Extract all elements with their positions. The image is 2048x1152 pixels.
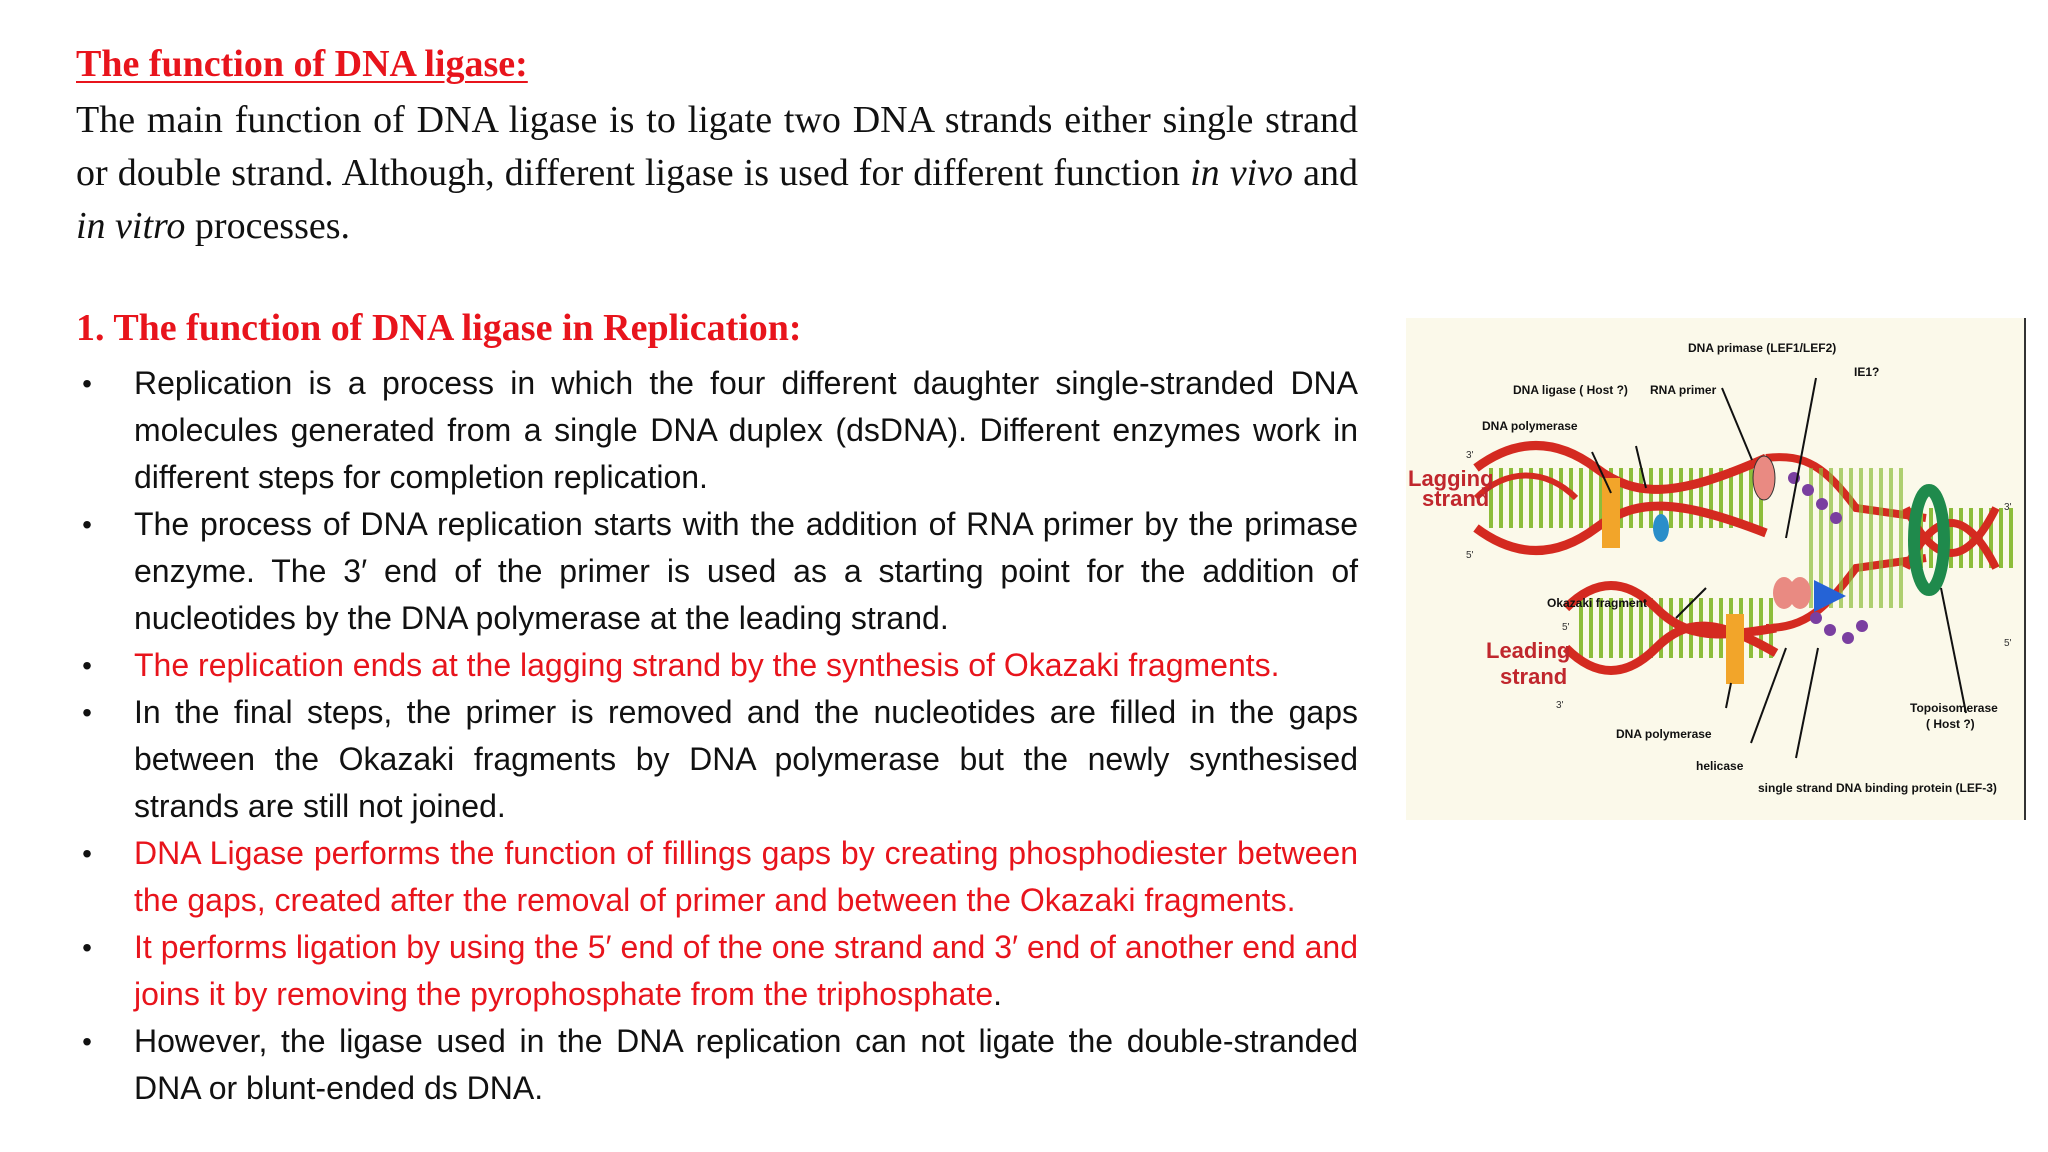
label-ie1: IE1? (1854, 365, 1880, 379)
label-polymerase-bottom: DNA polymerase (1616, 727, 1712, 741)
intro-paragraph (76, 94, 1358, 253)
label-rna-primer: RNA primer (1650, 383, 1717, 397)
intro-text-1: The main function of DNA ligase is to ligate two DNA strands either single strand or double strand. Although, different ligase is used for different function (76, 99, 1358, 194)
okazaki-marker-icon (1653, 514, 1669, 542)
intro-emphasis-in-vitro: in vitro (76, 205, 186, 247)
prime-5-leading: 5' (1562, 622, 1570, 633)
label-ligase: DNA ligase ( Host ?) (1513, 383, 1628, 397)
bullet-text: It performs ligation by using the 5′ end of the one strand and 3′ end of another end and joins it by removing the pyrophosphate from the triphosphate (134, 929, 1358, 1012)
bullet-text: Replication is a process in which the four different daughter single-stranded DNA molecules generated from a single DNA duplex (dsDNA). Different enzymes work in different steps for completion replication. (134, 365, 1358, 495)
section-heading: 1. The function of DNA ligase in Replication: (76, 307, 802, 349)
label-ssb: single strand DNA binding protein (LEF-3) (1758, 781, 1997, 795)
bullet-item (76, 642, 1358, 689)
label-topoisomerase-line2: ( Host ?) (1926, 717, 1975, 731)
intro-text-3: processes. (185, 205, 351, 247)
bullet-text: However, the ligase used in the DNA replication can not ligate the double-stranded DNA or blunt-ended ds DNA. (134, 1023, 1358, 1106)
intro-text-2: and (1293, 152, 1358, 194)
helicase-right-icon (1789, 577, 1811, 609)
label-leading-line1: Leading (1486, 638, 1571, 663)
label-topoisomerase-line1: Topoisomerase (1910, 701, 1998, 715)
ligase-clamp-icon (1602, 478, 1620, 548)
lagging-duplex (1476, 446, 1766, 551)
label-okazaki: Okazaki fragment (1547, 596, 1648, 610)
label-primase: DNA primase (LEF1/LEF2) (1688, 341, 1837, 355)
bullet-item (76, 501, 1358, 642)
bullet-text: In the final steps, the primer is removed and the nucleotides are filled in the gaps between the Okazaki fragments by DNA polymerase but the newly synthesised strands are still not joined. (134, 694, 1358, 824)
bullet-dot: • (82, 368, 92, 399)
label-lagging-line2: strand (1422, 486, 1490, 511)
bullet-dot: • (82, 650, 92, 681)
bullet-text: The replication ends at the lagging strand by the synthesis of Okazaki fragments. (134, 647, 1280, 683)
prime-5-lagging: 5' (1466, 550, 1474, 561)
intro-emphasis-in-vivo: in vivo (1190, 152, 1294, 194)
bullet-text: DNA Ligase performs the function of fillings gaps by creating phosphodiester between the gaps, created after the removal of primer and between the Okazaki fragments. (134, 835, 1358, 918)
bullet-text-tail: . (993, 976, 1003, 1012)
label-leading-line2: strand (1500, 664, 1568, 689)
page-title: The function of DNA ligase: (76, 43, 528, 85)
parent-duplex (1906, 508, 2016, 568)
bullet-dot: • (82, 838, 92, 869)
label-lagging-line1: Lagging (1408, 466, 1494, 491)
replication-fork-figure (1406, 318, 2026, 820)
bullet-item (76, 689, 1358, 830)
bullet-dot: • (82, 697, 92, 728)
prime-3-lagging: 3' (1466, 450, 1474, 461)
bullet-item (76, 360, 1358, 501)
bullet-dot: • (82, 932, 92, 963)
prime-3-leading: 3' (1556, 700, 1564, 711)
bullet-item (76, 924, 1358, 1018)
bullet-dot: • (82, 509, 92, 540)
bullet-item (76, 830, 1358, 924)
bullet-list (76, 360, 1358, 1112)
label-polymerase-top: DNA polymerase (1482, 419, 1578, 433)
prime-5-parent: 5' (2004, 638, 2012, 649)
label-helicase: helicase (1696, 759, 1744, 773)
prime-3-parent: 3' (2004, 502, 2012, 513)
bullet-item (76, 1018, 1358, 1112)
bullet-dot: • (82, 1026, 92, 1057)
bullet-text: The process of DNA replication starts with the addition of RNA primer by the primase enzyme. The 3′ end of the primer is used as a starting point for the addition of nucleotides by the DNA polymerase at the leading strand. (134, 506, 1358, 636)
polymerase-clamp-icon (1726, 614, 1744, 684)
replication-fork-diagram (1406, 318, 2024, 820)
primase-icon (1753, 456, 1775, 500)
